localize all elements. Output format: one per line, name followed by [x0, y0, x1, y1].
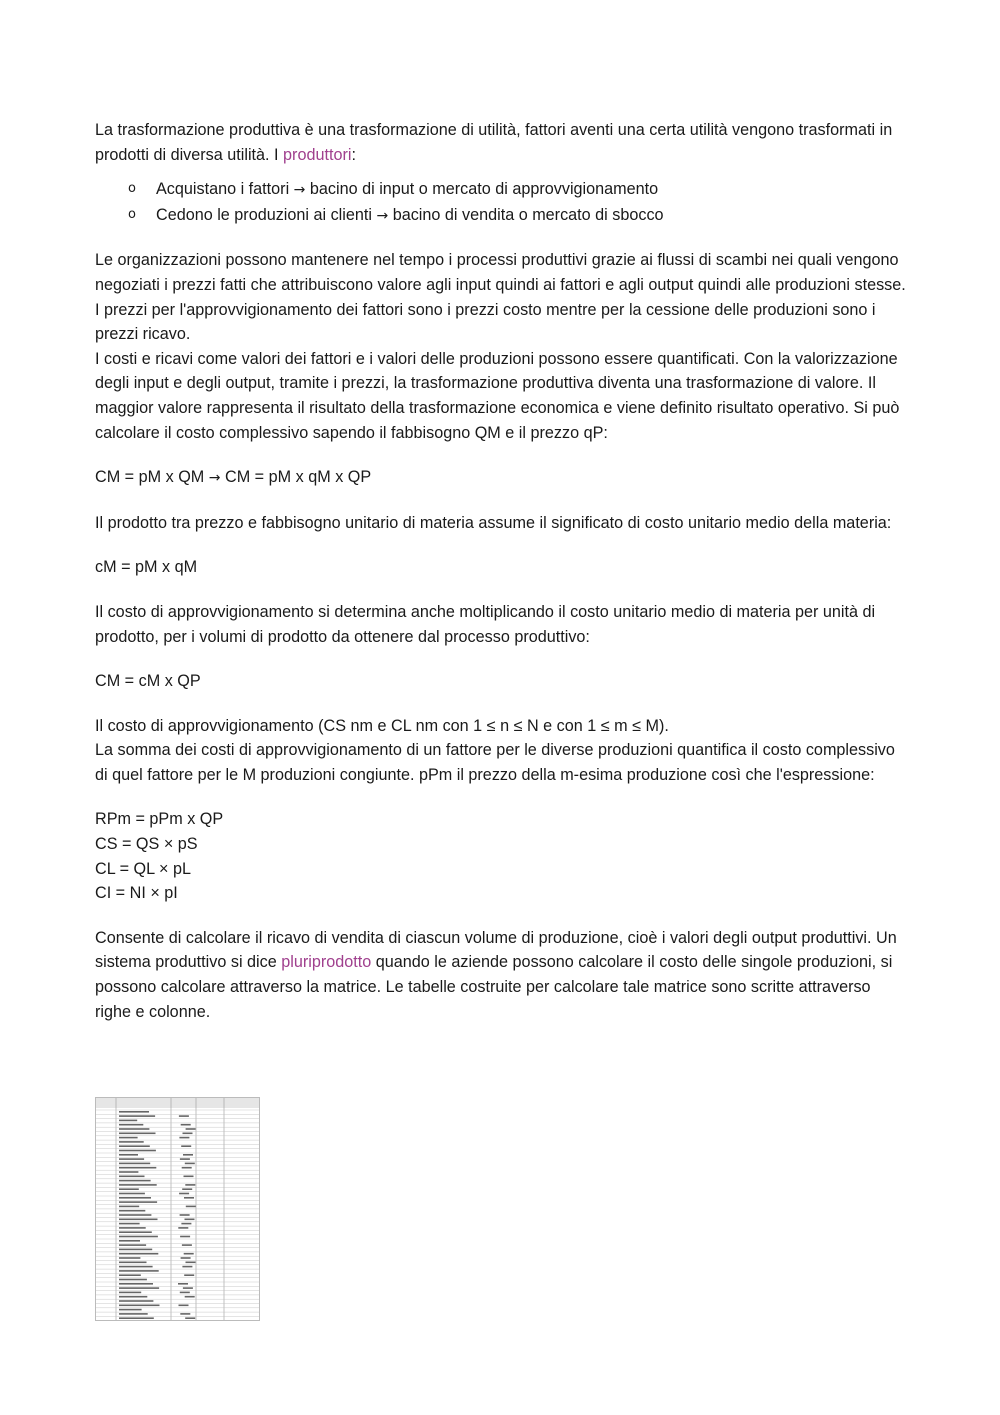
- paragraph-prezzi: Le organizzazioni possono mantenere nel tempo i processi produttivi grazie ai flussi di scambi nei quali vengono negoziati i prezzi fatti che attribuiscono valore agli input quindi ai fattori e agli output quindi alle produzioni stesse. I prezzi per l'approvvigionamento dei fattori sono i prezzi costo mentre per la cessione delle produzioni sono i prezzi ricavo.: [95, 251, 906, 344]
- spreadsheet-table-image: [95, 1097, 260, 1321]
- bullet-marker: o: [128, 206, 136, 222]
- paragraph-intro: [95, 118, 910, 167]
- list-item: [95, 177, 910, 203]
- arrow-right-icon: →: [208, 470, 221, 487]
- formula-cl: CL = QL × pL: [95, 859, 191, 878]
- bullet-text: Acquistano i fattori: [156, 180, 294, 199]
- pluriprodotto-text: Consente di calcolare il ricavo di vendita di ciascun volume di produzione, cioè i valori degli output produttivi. Un sistema produttivo si dice: [95, 928, 897, 972]
- formula-rpm: RPm = pPm x QP: [95, 810, 224, 829]
- paragraph-costi-ricavi: I costi e ricavi come valori dei fattori e i valori delle produzioni possono essere quantificati. Con la valorizzazione degli input e degli output, tramite i prezzi, la trasformazione produttiva diventa una trasformazione di valore. Il maggior valore rappresenta il risultato della trasformazione economica e viene definito risultato operativo. Si può calcolare il costo complessivo sapendo il fabbisogno QM e il prezzo qP:: [95, 349, 900, 442]
- pluriprodotto-link[interactable]: pluriprodotto: [281, 953, 372, 972]
- arrow-right-icon: →: [293, 182, 306, 199]
- formula-cm-qp: CM = cM x QP: [95, 672, 201, 691]
- document-body: [95, 118, 910, 1024]
- bullet-marker: o: [128, 181, 136, 197]
- bullet-text: bacino di vendita o mercato di sbocco: [388, 205, 664, 224]
- formula-cm: [95, 465, 910, 491]
- formula-cm-unit: cM = pM x qM: [95, 558, 198, 577]
- formula-text: CM = pM x qM x QP: [220, 468, 372, 487]
- list-item: [95, 203, 910, 229]
- intro-colon: :: [351, 145, 356, 164]
- paragraph-approvvigionamento: Il costo di approvvigionamento si determina anche moltiplicando il costo unitario medio di materia per unità di prodotto, per i volumi di prodotto da ottenere dal processo produttivo:: [95, 602, 876, 646]
- table-thumbnail-graphic: [96, 1098, 259, 1320]
- paragraph-somma-costi: La somma dei costi di approvvigionamento di un fattore per le diverse produzioni quantifica il costo complessivo di quel fattore per le M produzioni congiunte. pPm il prezzo della m-esima produzione così che l'espressione:: [95, 741, 895, 784]
- produttori-link[interactable]: produttori: [283, 145, 352, 164]
- paragraph-costo-approvvigionamento: Il costo di approvvigionamento (CS nm e CL nm con 1 ≤ n ≤ N e con 1 ≤ m ≤ M).: [95, 716, 669, 735]
- bullet-text: Cedono le produzioni ai clienti: [156, 205, 377, 224]
- formula-cs: CS = QS × pS: [95, 835, 198, 854]
- intro-text: La trasformazione produttiva è una trasformazione di utilità, fattori aventi una certa utilità vengono trasformati in prodotti di diversa utilità. I: [95, 121, 893, 164]
- formula-ci: CI = NI × pI: [95, 884, 178, 903]
- paragraph-pluriprodotto: [95, 926, 910, 1024]
- bullet-text: bacino di input o mercato di approvvigionamento: [305, 180, 659, 199]
- bullet-list: [95, 177, 910, 228]
- formula-text: CM = pM x QM: [95, 468, 209, 487]
- arrow-right-icon: →: [376, 207, 389, 224]
- paragraph-prodotto: Il prodotto tra prezzo e fabbisogno unitario di materia assume il significato di costo unitario medio della materia:: [95, 513, 892, 532]
- pluriprodotto-text: quando le aziende possono calcolare il costo delle singole produzioni, si possono calcolare attraverso la matrice. Le tabelle costruite per calcolare tale matrice sono scritte attraverso righe e colonne.: [95, 953, 893, 1021]
